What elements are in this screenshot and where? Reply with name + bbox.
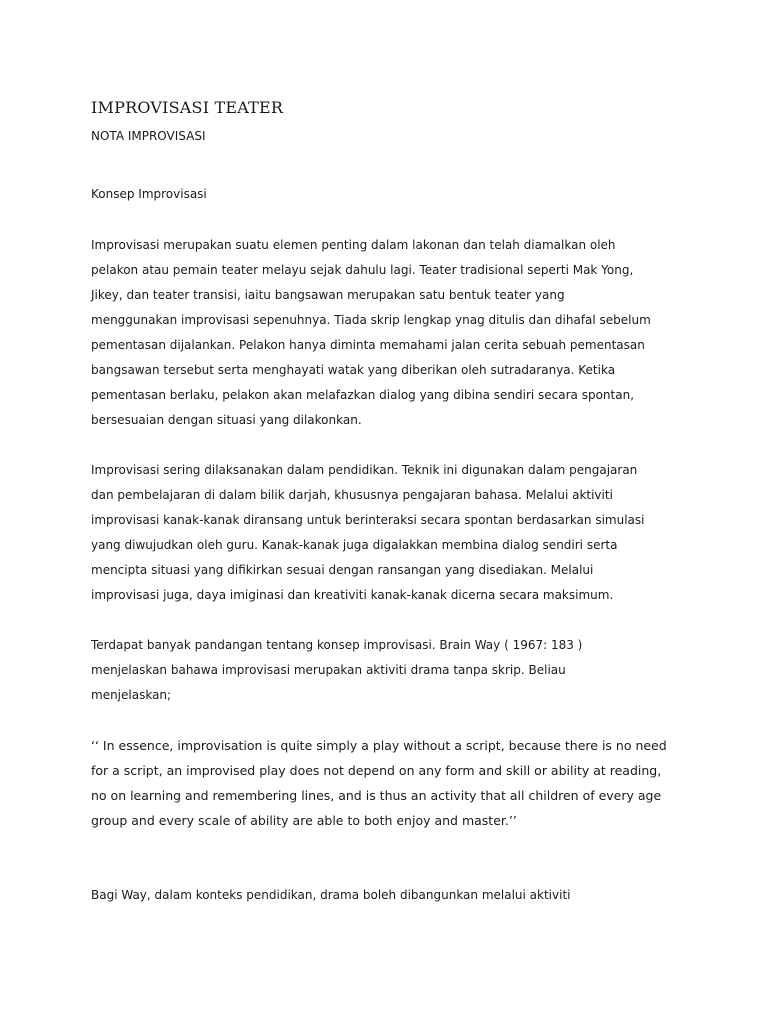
paragraph-4: Bagi Way, dalam konteks pendidikan, drama boleh dibangunkan melalui aktiviti	[91, 888, 571, 902]
document-title: IMPROVISASI TEATER	[91, 98, 284, 117]
block-quote: ‘‘ In essence, improvisation is quite simply a play without a script, because there is no need for a script, an improvised play does not depend on any form and skill or ability at reading, no on learning and remembering lines, and is thus an activity that all children of every age group and every scale of ability are able to both enjoy and master.’’	[91, 738, 667, 828]
document-subtitle: NOTA IMPROVISASI	[91, 129, 206, 143]
paragraph-2: Improvisasi sering dilaksanakan dalam pendidikan. Teknik ini digunakan dalam pengajaran dan pembelajaran di dalam bilik darjah, khususnya pengajaran bahasa. Melalui aktiviti improvisasi kanak-kanak diransang untuk berinteraksi secara spontan berdasarkan simulasi yang diwujudkan oleh guru. Kanak-kanak juga digalakkan membina dialog sendiri serta mencipta situasi yang difikirkan sesuai dengan ransangan yang disediakan. Melalui improvisasi juga, daya imiginasi dan kreativiti kanak-kanak dicerna secara maksimum.	[91, 463, 645, 602]
document-page	[91, 98, 691, 908]
section-heading: Konsep Improvisasi	[91, 187, 207, 201]
paragraph-3: Terdapat banyak pandangan tentang konsep improvisasi. Brain Way ( 1967: 183 ) menjelaskan bahawa improvisasi merupakan aktiviti drama tanpa skrip. Beliau menjelaskan;	[91, 638, 583, 702]
paragraph-1: Improvisasi merupakan suatu elemen penting dalam lakonan dan telah diamalkan oleh pelakon atau pemain teater melayu sejak dahulu lagi. Teater tradisional seperti Mak Yong, Jikey, dan teater transisi, iaitu bangsawan merupakan satu bentuk teater yang menggunakan improvisasi sepenuhnya. Tiada skrip lengkap ynag ditulis dan dihafal sebelum pementasan dijalankan. Pelakon hanya diminta memahami jalan cerita sebuah pementasan bangsawan tersebut serta menghayati watak yang diberikan oleh sutradaranya. Ketika pementasan berlaku, pelakon akan melafazkan dialog yang dibina sendiri secara spontan, bersesuaian dengan situasi yang dilakonkan.	[91, 238, 651, 427]
